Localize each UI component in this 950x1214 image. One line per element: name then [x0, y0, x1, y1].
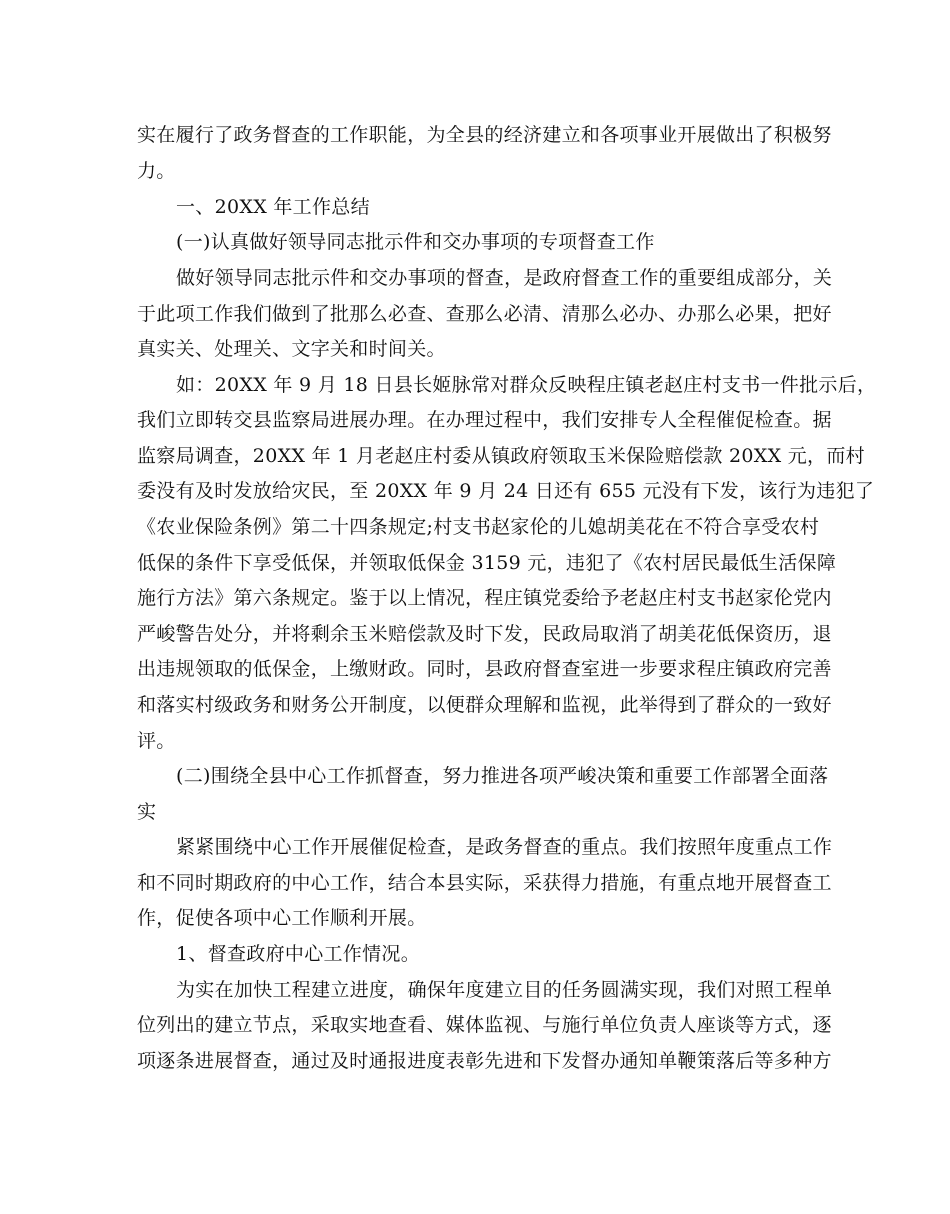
- paragraph-line: 评。: [137, 730, 176, 752]
- paragraph-line: 做好领导同志批示件和交办事项的督查，是政府督查工作的重要组成部分，关: [176, 267, 833, 289]
- paragraph-line: 力。: [137, 160, 176, 182]
- paragraph-line: 和落实村级政务和财务公开制度，以便群众理解和监视，此举得到了群众的一致好: [137, 694, 832, 716]
- paragraph-line: 如：20XX 年 9 月 18 日县长姬脉常对群众反映程庄镇老赵庄村支书一件批示后，: [176, 374, 877, 396]
- paragraph-line: 位列出的建立节点，采取实地查看、媒体监视、与施行单位负责人座谈等方式，逐: [137, 1014, 832, 1036]
- paragraph-line: 施行方法》第六条规定。鉴于以上情况，程庄镇党委给予老赵庄村支书赵家伦党内: [137, 587, 832, 609]
- subsection-heading: (二)围绕全县中心工作抓督查，努力推进各项严峻决策和重要工作部署全面落: [176, 765, 829, 787]
- paragraph-line: 实在履行了政务督查的工作职能，为全县的经济建立和各项事业开展做出了积极努: [137, 124, 832, 146]
- list-item-heading: 1、督查政府中心工作情况。: [176, 943, 420, 965]
- subsection-heading: (一)认真做好领导同志批示件和交办事项的专项督查工作: [176, 231, 655, 253]
- paragraph-line: 低保的条件下享受低保，并领取低保金 3159 元，违犯了《农村居民最低生活保障: [137, 552, 837, 574]
- paragraph-line: 为实在加快工程建立进度，确保年度建立目的任务圆满实现，我们对照工程单: [176, 979, 833, 1001]
- paragraph-line: 《农业保险条例》第二十四条规定;村支书赵家伦的儿媳胡美花在不符合享受农村: [137, 516, 820, 538]
- paragraph-line: 作，促使各项中心工作顺利开展。: [137, 907, 427, 929]
- section-heading: 一、20XX 年工作总结: [176, 196, 370, 218]
- paragraph-line: 严峻警告处分，并将剩余玉米赔偿款及时下发，民政局取消了胡美花低保资历，退: [137, 623, 832, 645]
- paragraph-line: 紧紧围绕中心工作开展催促检查，是政务督查的重点。我们按照年度重点工作: [176, 836, 833, 858]
- paragraph-line: 出违规领取的低保金，上缴财政。同时，县政府督查室进一步要求程庄镇政府完善: [137, 658, 832, 680]
- paragraph-line: 项逐条进展督查，通过及时通报进度表彰先进和下发督办通知单鞭策落后等多种方: [137, 1050, 832, 1072]
- paragraph-line: 监察局调查，20XX 年 1 月老赵庄村委从镇政府领取玉米保险赔偿款 20XX 元，而村: [137, 445, 865, 467]
- paragraph-line: 于此项工作我们做到了批那么必查、查那么必清、清那么必办、办那么必果，把好: [137, 303, 832, 325]
- paragraph-line: 我们立即转交县监察局进展办理。在办理过程中，我们安排专人全程催促检查。据: [137, 409, 832, 431]
- subsection-heading-continued: 实: [137, 801, 157, 823]
- paragraph-line: 真实关、处理关、文字关和时间关。: [137, 338, 446, 360]
- paragraph-line: 委没有及时发放给灾民，至 20XX 年 9 月 24 日还有 655 元没有下发，该行为违犯了: [137, 480, 875, 502]
- paragraph-line: 和不同时期政府的中心工作，结合本县实际，采获得力措施，有重点地开展督查工: [137, 872, 832, 894]
